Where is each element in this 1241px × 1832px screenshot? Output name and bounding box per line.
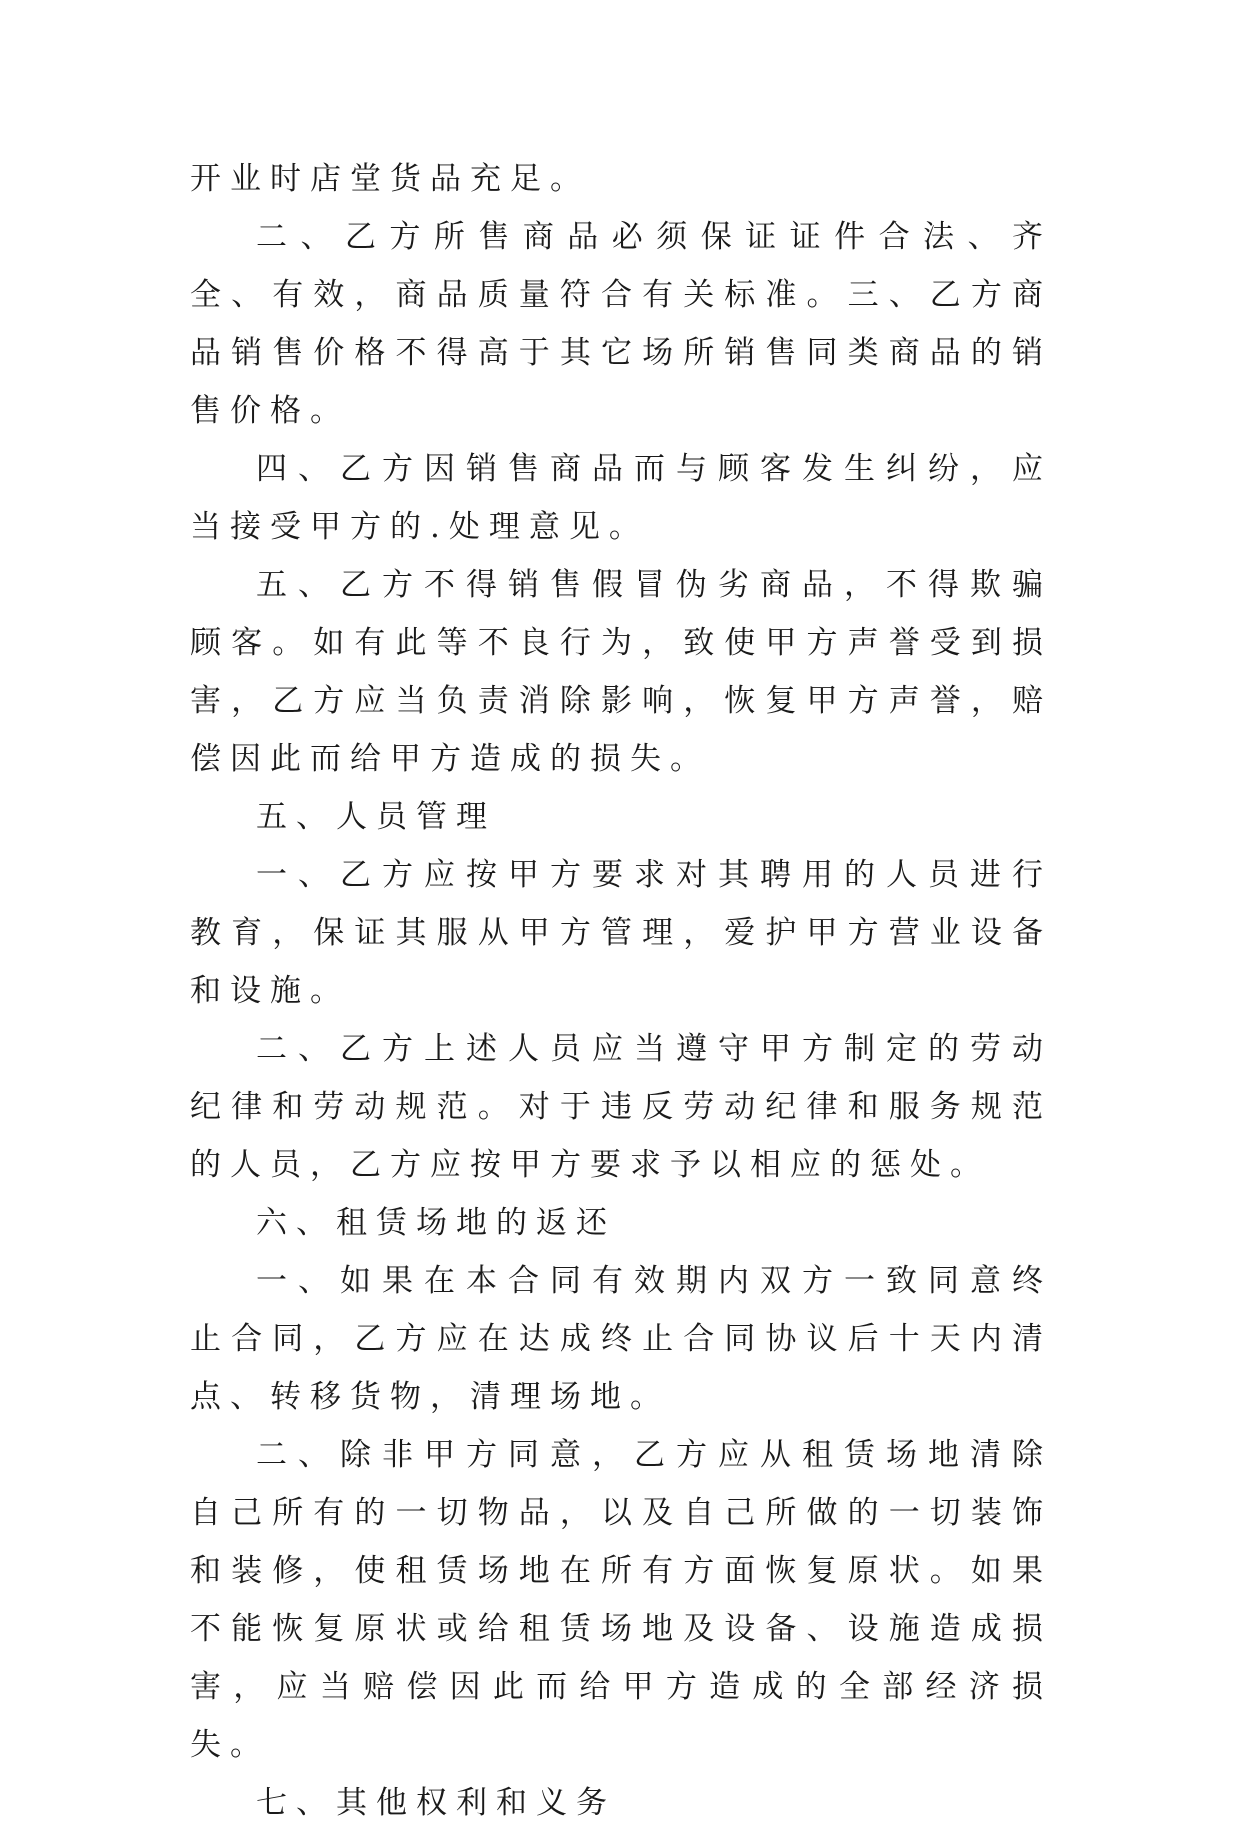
section-heading-other: 七、其他权利和义务: [256, 1785, 616, 1821]
paragraph-personnel-2: 二、乙方上述人员应当遵守甲方制定的劳动纪律和劳动规范。对于违反劳动纪律和服务规范的人员，乙方应按甲方要求予以相应的惩处。: [190, 1031, 1052, 1183]
paragraph-personnel-1: 一、乙方应按甲方要求对其聘用的人员进行教育，保证其服从甲方管理，爱护甲方营业设备和设施。: [190, 857, 1052, 1009]
paragraph-return-1: 一、如果在本合同有效期内双方一致同意终止合同，乙方应在达成终止合同协议后十天内清点、转移货物，清理场地。: [190, 1263, 1052, 1415]
paragraph-clause-5: 五、乙方不得销售假冒伪劣商品，不得欺骗顾客。如有此等不良行为，致使甲方声誉受到损害，乙方应当负责消除影响，恢复甲方声誉，赔偿因此而给甲方造成的损失。: [190, 567, 1052, 777]
document-body: [190, 150, 1052, 1832]
paragraph-return-2: 二、除非甲方同意，乙方应从租赁场地清除自己所有的一切物品，以及自己所做的一切装饰和装修，使租赁场地在所有方面恢复原状。如果不能恢复原状或给租赁场地及设备、设施造成损害，应当赔偿因此而给甲方造成的全部经济损失。: [190, 1437, 1052, 1763]
paragraph-continuation: 开业时店堂货品充足。: [190, 161, 590, 197]
section-heading-return: 六、租赁场地的返还: [256, 1205, 616, 1241]
paragraph-clause-2: 二、乙方所售商品必须保证证件合法、齐全、有效，商品质量符合有关标准。三、乙方商品销售价格不得高于其它场所销售同类商品的销售价格。: [190, 219, 1052, 429]
paragraph-clause-4: 四、乙方因销售商品而与顾客发生纠纷，应当接受甲方的.处理意见。: [190, 451, 1052, 545]
section-heading-personnel: 五、人员管理: [256, 799, 496, 835]
